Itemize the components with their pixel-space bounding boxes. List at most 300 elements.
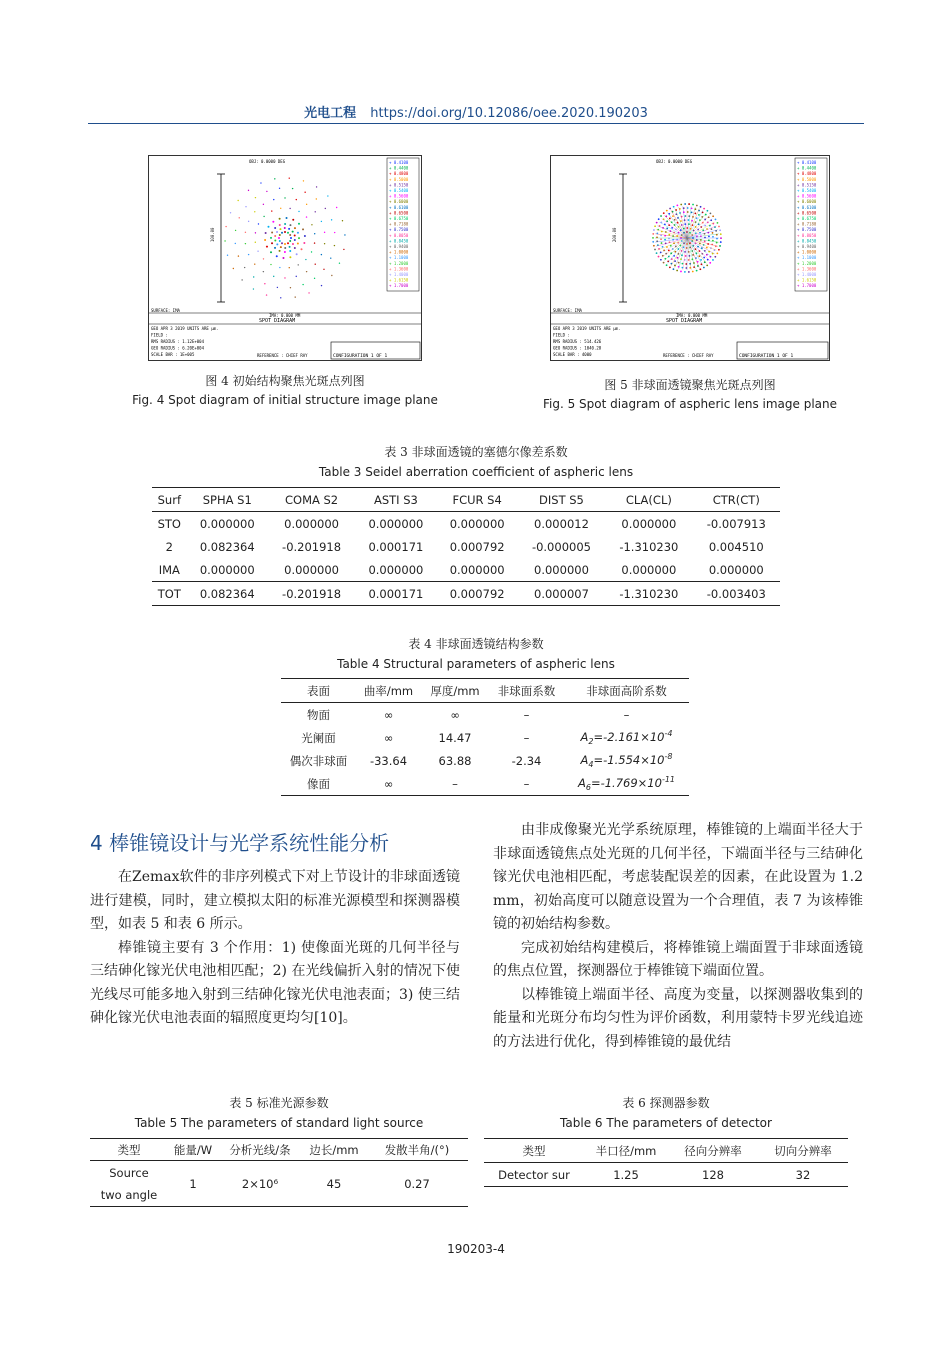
table5-caption-en: Table 5 The parameters of standard light source xyxy=(134,1116,424,1130)
t3-cell: 0.082364 xyxy=(199,586,255,601)
spot-dot xyxy=(274,235,276,237)
spot-dot xyxy=(306,271,307,272)
table-row xyxy=(281,749,689,772)
spot-dot xyxy=(669,218,671,220)
running-header xyxy=(0,102,952,121)
t4-cell: -33.64 xyxy=(369,753,408,768)
fig4-surface-label: SURFACE: IMA xyxy=(151,308,180,313)
t4-header: 曲率/mm xyxy=(363,683,414,698)
legend-entry: + 1.6150 xyxy=(797,277,817,283)
t3-cell: TOT xyxy=(157,586,181,601)
fig4-ima-label: IMA: 0.000 MM xyxy=(269,313,301,318)
spot-dot xyxy=(235,230,236,231)
spot-dot xyxy=(276,231,278,233)
spot-dot xyxy=(669,266,671,268)
table-5 xyxy=(90,1138,468,1207)
spot-dot xyxy=(294,227,296,229)
spot-dot xyxy=(289,267,290,268)
legend-entry: + 0.4800 xyxy=(797,171,817,177)
spot-dot xyxy=(304,192,305,193)
fig5-spot-dots xyxy=(652,203,722,273)
spot-dot xyxy=(684,271,686,273)
spot-dot xyxy=(686,247,688,249)
spot-dot xyxy=(248,221,249,222)
left-column-text xyxy=(90,866,460,1031)
legend-entry: + 0.4400 xyxy=(797,165,817,171)
t4-header: 非球面高阶系数 xyxy=(586,683,667,698)
spot-dot xyxy=(706,254,708,256)
spot-dot xyxy=(673,206,675,208)
right-column-text xyxy=(493,819,863,1054)
t3-cell: 0.000000 xyxy=(284,516,339,531)
table-3-caption xyxy=(0,442,952,482)
fig4-scale-label: 100.00 xyxy=(210,227,215,242)
legend-entry: + 1.1000 xyxy=(389,255,409,261)
fig5-caption-cn: 图 5 非球面透镜聚焦光斑点列图 xyxy=(604,378,776,392)
spot-dot xyxy=(296,199,297,200)
t4-cell: 像面 xyxy=(307,776,330,791)
spot-dot xyxy=(284,277,285,278)
spot-dot xyxy=(279,267,280,268)
spot-dot xyxy=(694,212,696,214)
spot-dot xyxy=(274,239,276,241)
spot-dot xyxy=(264,283,265,284)
spot-dot xyxy=(266,191,267,192)
t5-cell: Source two angle xyxy=(100,1165,158,1202)
spot-dot xyxy=(279,234,281,236)
t4-cell: ∞ xyxy=(383,776,394,791)
figure-4-plot xyxy=(149,156,421,360)
t3-cell: 0.000171 xyxy=(368,586,424,601)
t3-cell: 0.000000 xyxy=(621,516,677,531)
spot-dot xyxy=(276,243,278,245)
figure-5-spot-diagram xyxy=(550,155,830,361)
spot-dot xyxy=(665,215,667,217)
spot-dot xyxy=(266,246,268,248)
spot-dot xyxy=(298,237,300,239)
spot-dot xyxy=(290,287,291,288)
spot-dot xyxy=(295,296,296,297)
spot-dot xyxy=(703,267,705,269)
spot-dot xyxy=(272,221,274,223)
fig5-title: SPOT DIAGRAM xyxy=(666,318,703,324)
spot-dot xyxy=(315,264,316,265)
spot-dot xyxy=(303,180,304,181)
spot-dot xyxy=(718,249,720,251)
spot-dot xyxy=(278,237,280,239)
spot-dot xyxy=(284,251,286,253)
legend-entry: + 0.6750 xyxy=(797,216,817,221)
t4-cell: – xyxy=(623,707,630,722)
t3-cell: 0.004510 xyxy=(708,539,764,554)
spot-dot xyxy=(691,212,693,214)
spot-dot xyxy=(257,251,258,252)
spot-dot xyxy=(692,204,694,206)
t3-cell: -0.201918 xyxy=(282,539,342,554)
spot-dot xyxy=(663,262,665,264)
legend-entry: + 1.7000 xyxy=(389,283,409,289)
legend-entry: + 0.4800 xyxy=(389,171,409,177)
spot-dot xyxy=(680,204,682,206)
t4-cell: ∞ xyxy=(450,707,460,722)
spot-dot xyxy=(680,271,682,273)
spot-dot xyxy=(280,246,282,248)
spot-dot xyxy=(284,227,286,229)
spot-dot xyxy=(302,284,303,285)
table-5-caption xyxy=(90,1093,468,1133)
spot-dot xyxy=(717,222,719,224)
spot-dot xyxy=(696,205,698,207)
spot-dot xyxy=(708,216,710,218)
t3-cell: 0.000000 xyxy=(284,562,339,577)
spot-dot xyxy=(656,222,658,224)
spot-dot xyxy=(677,257,679,259)
spot-dot xyxy=(227,255,228,256)
spot-dot xyxy=(674,219,676,221)
fig5-reference: REFERENCE : CHIEF RAY xyxy=(663,353,714,358)
table-row xyxy=(90,1161,468,1207)
spot-dot xyxy=(255,232,256,233)
table5-caption-cn: 表 5 标准光源参数 xyxy=(229,1096,329,1110)
spot-dot xyxy=(289,224,291,226)
t3-header: COMA S2 xyxy=(284,492,339,507)
fig5-caption-en: Fig. 5 Spot diagram of aspheric lens image plane xyxy=(542,397,837,411)
t4-cell: -2.34 xyxy=(511,753,542,768)
spot-dot xyxy=(344,234,345,235)
spot-dot xyxy=(719,245,721,247)
t6-header: 切向分辨率 xyxy=(774,1143,832,1158)
spot-dot xyxy=(658,256,660,258)
spot-dot xyxy=(308,292,309,293)
spot-dot xyxy=(660,215,662,217)
t3-cell: -0.003403 xyxy=(706,586,766,601)
t3-cell: IMA xyxy=(158,562,180,577)
t5-header: 发散半角/(°) xyxy=(384,1142,450,1157)
paragraph: 棒锥镜主要有 3 个作用：1) 使像面光斑的几何半径与三结砷化镓光伏电池相匹配；2) 在光线偏折入射的情况下使光线尽可能多地入射到三结砷化镓光伏电池表面；3) 使三结砷化镓光伏电池表面的辐照度更均匀[10]。 xyxy=(90,939,460,1026)
t6-cell: 128 xyxy=(702,1167,724,1182)
spot-dot xyxy=(271,242,273,244)
spot-dot xyxy=(306,216,307,217)
table-row xyxy=(281,726,689,749)
fig4-wavelength-legend xyxy=(389,160,409,288)
paragraph: 由非成像聚光光学系统原理，棒锥镜的上端面半径大于非球面透镜焦点处光斑的几何半径，下端面半径与三结砷化镓光伏电池相匹配，考虑装配误差的因素，在此设置为 1.2 mm，初始高度可以随意设置为一个合理值，表 7 为该棒锥镜的初始结构参数。 xyxy=(493,822,863,932)
spot-dot xyxy=(301,248,303,250)
spot-dot xyxy=(298,223,300,225)
fig5-info-block xyxy=(553,326,620,357)
table-row xyxy=(152,512,780,536)
spot-dot xyxy=(276,255,278,257)
spot-dot xyxy=(314,278,315,279)
legend-entry: + 0.5000 xyxy=(797,176,817,182)
spot-dot xyxy=(714,256,716,258)
legend-entry: + 0.8450 xyxy=(389,238,409,244)
t3-header: DIST S5 xyxy=(539,492,584,507)
spot-dot xyxy=(342,220,343,221)
table-row xyxy=(281,703,689,727)
spot-dot xyxy=(700,259,702,261)
spot-dot xyxy=(303,242,305,244)
spot-dot xyxy=(666,228,668,230)
spot-dot xyxy=(294,239,296,241)
spot-ray xyxy=(656,230,687,238)
header-rule xyxy=(88,123,864,124)
spot-dot xyxy=(703,208,705,210)
spot-dot xyxy=(292,231,294,233)
legend-entry: + 0.7180 xyxy=(797,221,817,227)
legend-entry: + 0.5150 xyxy=(389,182,409,188)
spot-dot xyxy=(334,232,335,233)
spot-dot xyxy=(289,250,291,252)
spot-dot xyxy=(712,236,714,238)
fig5-surface-label: SURFACE: IMA xyxy=(553,308,582,313)
spot-dot xyxy=(699,268,701,270)
t4-cell: 14.47 xyxy=(438,730,472,745)
spot-dot xyxy=(720,237,722,239)
spot-dot xyxy=(660,259,662,261)
t3-cell: 0.000000 xyxy=(199,562,255,577)
fig5-ima-label: IMA: 0.000 MM xyxy=(676,313,708,318)
spot-dot xyxy=(239,217,240,218)
spot-dot xyxy=(712,259,714,261)
spot-dot xyxy=(255,197,256,198)
t3-cell: STO xyxy=(157,516,181,531)
spot-dot xyxy=(706,247,708,249)
spot-dot xyxy=(281,232,283,234)
spot-dot xyxy=(263,258,264,259)
spot-dot xyxy=(311,224,312,225)
spot-dot xyxy=(331,275,332,276)
spot-dot xyxy=(708,236,710,238)
fig5-scale-label: 200.00 xyxy=(612,227,617,242)
spot-dot xyxy=(238,255,239,256)
spot-dot xyxy=(279,188,280,189)
spot-dot xyxy=(294,247,296,249)
spot-dot xyxy=(334,245,335,246)
spot-dot xyxy=(653,229,655,231)
spot-dot xyxy=(289,208,290,209)
t5-cell: 45 xyxy=(326,1176,342,1191)
spot-dot xyxy=(718,226,720,228)
legend-entry: + 0.5400 xyxy=(389,188,409,193)
legend-entry: + 0.8050 xyxy=(797,232,817,238)
table6-caption-en: Table 6 The parameters of detector xyxy=(560,1116,772,1130)
t6-header: 径向分辨率 xyxy=(684,1143,742,1158)
spot-dot xyxy=(330,257,331,258)
t6-cell: 32 xyxy=(795,1167,811,1182)
t3-cell: 0.000000 xyxy=(708,562,764,577)
spot-dot xyxy=(707,210,709,212)
spot-dot xyxy=(265,232,267,234)
table4-caption-en: Table 4 Structural parameters of aspheric lens xyxy=(337,657,615,671)
t4-cell: – xyxy=(452,776,458,791)
spot-dot xyxy=(654,249,656,251)
spot-dot xyxy=(225,226,226,227)
spot-dot xyxy=(673,268,675,270)
spot-dot xyxy=(325,208,326,209)
spot-dot xyxy=(289,177,290,178)
spot-dot xyxy=(654,225,656,227)
spot-dot xyxy=(707,259,709,261)
spot-dot xyxy=(279,250,281,252)
spot-dot xyxy=(661,242,663,244)
spot-dot xyxy=(245,206,246,207)
spot-dot xyxy=(660,238,662,240)
spot-dot xyxy=(266,294,267,295)
figure-5-plot xyxy=(551,156,829,360)
spot-dot xyxy=(284,197,285,198)
spot-dot xyxy=(263,216,264,217)
spot-dot xyxy=(290,237,292,239)
t4-cell: 光阑面 xyxy=(301,730,336,745)
t4-header: 表面 xyxy=(307,683,330,698)
t4-header: 非球面系数 xyxy=(497,683,556,698)
table4-caption-cn: 表 4 非球面透镜结构参数 xyxy=(408,637,544,651)
spot-dot xyxy=(271,232,273,234)
spot-dot xyxy=(254,263,255,264)
spot-ray xyxy=(679,207,687,238)
spot-dot xyxy=(698,255,700,257)
t5-cell: 2×10⁶ xyxy=(241,1176,279,1191)
paragraph: 以棒锥镜上端面半径、高度为变量，以探测器收集到的能量和光斑分布均匀性为评价函数，利用蒙特卡罗光线追迹的方法进行优化，得到棒锥镜的最优结 xyxy=(493,986,863,1050)
spot-dot xyxy=(306,204,307,205)
t5-header: 边长/mm xyxy=(309,1142,359,1157)
spot-dot xyxy=(703,257,705,259)
t3-cell: 2 xyxy=(165,539,173,554)
spot-dot xyxy=(712,232,714,234)
spot-dot xyxy=(284,243,286,245)
spot-dot xyxy=(292,219,294,221)
spot-dot xyxy=(274,227,276,229)
spot-dot xyxy=(305,259,306,260)
t5-header: 能量/W xyxy=(173,1142,213,1157)
spot-dot xyxy=(321,254,322,255)
table6-caption-cn: 表 6 探测器参数 xyxy=(622,1096,710,1110)
t5-header: 类型 xyxy=(117,1142,141,1157)
doi-link[interactable]: https://doi.org/10.12086/oee.2020.190203 xyxy=(370,106,648,121)
t3-header: SPHA S1 xyxy=(202,492,252,507)
spot-dot xyxy=(676,270,678,272)
spot-dot xyxy=(284,223,286,225)
t3-cell: 0.000000 xyxy=(449,562,505,577)
spot-dot xyxy=(321,285,322,286)
spot-dot xyxy=(289,256,291,258)
info-line: GEO APR 3 2019 UNITS ARE μm. xyxy=(553,326,621,331)
figure-5-caption xyxy=(525,376,855,414)
info-line: FIELD : xyxy=(553,332,570,338)
spot-dot xyxy=(678,262,680,264)
spot-dot xyxy=(700,206,702,208)
spot-dot xyxy=(327,195,328,196)
spot-dot xyxy=(286,217,288,219)
paragraph: 完成初始结构建模后，将棒锥镜上端面置于非球面透镜的焦点位置，探测器位于棒锥镜下端面位置。 xyxy=(493,939,863,979)
legend-entry: + 0.5150 xyxy=(797,182,817,188)
spot-dot xyxy=(258,223,259,224)
spot-dot xyxy=(688,271,690,273)
t4-cell: – xyxy=(523,776,530,791)
t4-cell: – xyxy=(523,707,530,722)
spot-dot xyxy=(686,227,688,229)
section-heading: 4 棒锥镜设计与光学系统性能分析 xyxy=(90,831,390,855)
spot-dot xyxy=(343,249,344,250)
spot-dot xyxy=(263,204,264,205)
spot-dot xyxy=(273,199,274,200)
t5-cell: 1 xyxy=(189,1176,197,1191)
t4-cell: $A_2=-2.161\times 10^{-4}$ xyxy=(580,728,673,747)
legend-entry: + 0.5400 xyxy=(797,188,817,193)
legend-entry: + 0.4100 xyxy=(389,160,409,165)
legend-entry: + 1.2000 xyxy=(389,260,409,266)
fig4-caption-cn: 图 4 初始结构聚焦光斑点列图 xyxy=(205,374,365,388)
legend-entry: + 1.0000 xyxy=(389,249,409,255)
legend-entry: + 0.7180 xyxy=(389,221,409,227)
t6-header: 类型 xyxy=(522,1143,546,1158)
t4-cell: 63.88 xyxy=(438,753,472,768)
spot-dot xyxy=(656,252,658,254)
spot-dot xyxy=(284,247,286,249)
t4-cell: ∞ xyxy=(383,707,394,722)
t3-header: CLA(CL) xyxy=(625,492,672,507)
spot-dot xyxy=(237,200,238,201)
spot-dot xyxy=(658,218,660,220)
spot-dot xyxy=(696,217,698,219)
legend-entry: + 0.6500 xyxy=(389,210,409,216)
spot-dot xyxy=(666,210,668,212)
legend-entry: + 0.9400 xyxy=(389,244,409,249)
spot-ray xyxy=(687,238,695,269)
spot-dot xyxy=(685,255,687,257)
spot-dot xyxy=(270,251,272,253)
spot-dot xyxy=(248,254,249,255)
table3-caption-en: Table 3 Seidel aberration coefficient of aspheric lens xyxy=(318,465,634,479)
legend-entry: + 0.6000 xyxy=(797,199,817,205)
fig4-title: SPOT DIAGRAM xyxy=(259,318,296,324)
spot-dot xyxy=(339,263,340,264)
spot-dot xyxy=(279,218,281,220)
t3-cell: 0.000007 xyxy=(534,586,589,601)
spot-dot xyxy=(710,212,712,214)
spot-dot xyxy=(687,219,689,221)
paragraph: 在Zemax软件的非序列模式下对上节设计的非球面透镜进行建模，同时，建立模拟太阳的标准光源模型和探测器模型，如表 5 和表 6 所示。 xyxy=(90,869,460,932)
t3-cell: -1.310230 xyxy=(619,586,679,601)
legend-entry: + 1.0000 xyxy=(797,249,817,255)
t4-cell: $A_6=-1.769\times 10^{-11}$ xyxy=(577,774,676,793)
legend-entry: + 1.7000 xyxy=(797,283,817,289)
fig4-spot-dots xyxy=(224,177,345,298)
info-line: SCALE BAR : 4000 xyxy=(553,352,592,357)
spot-ray xyxy=(687,238,718,246)
info-line: SCALE BAR : 1E+005 xyxy=(151,352,195,357)
t3-cell: -0.000005 xyxy=(531,539,591,554)
legend-entry: + 1.4000 xyxy=(797,272,817,277)
spot-dot xyxy=(316,198,317,199)
spot-dot xyxy=(674,260,676,262)
spot-dot xyxy=(296,253,298,255)
t3-cell: 0.000792 xyxy=(449,586,505,601)
spot-dot xyxy=(289,246,291,248)
spot-dot xyxy=(280,208,281,209)
legend-entry: + 0.4400 xyxy=(389,165,409,171)
spot-dot xyxy=(297,242,299,244)
info-line: RMS RADIUS : 1.12E+004 xyxy=(151,339,204,344)
spot-dot xyxy=(311,251,312,252)
spot-dot xyxy=(263,271,264,272)
spot-dot xyxy=(245,243,246,244)
spot-dot xyxy=(289,240,291,242)
legend-entry: + 0.6100 xyxy=(797,204,817,210)
table-4-caption xyxy=(0,634,952,674)
spot-dot xyxy=(279,228,281,230)
t4-header: 厚度/mm xyxy=(430,683,480,698)
